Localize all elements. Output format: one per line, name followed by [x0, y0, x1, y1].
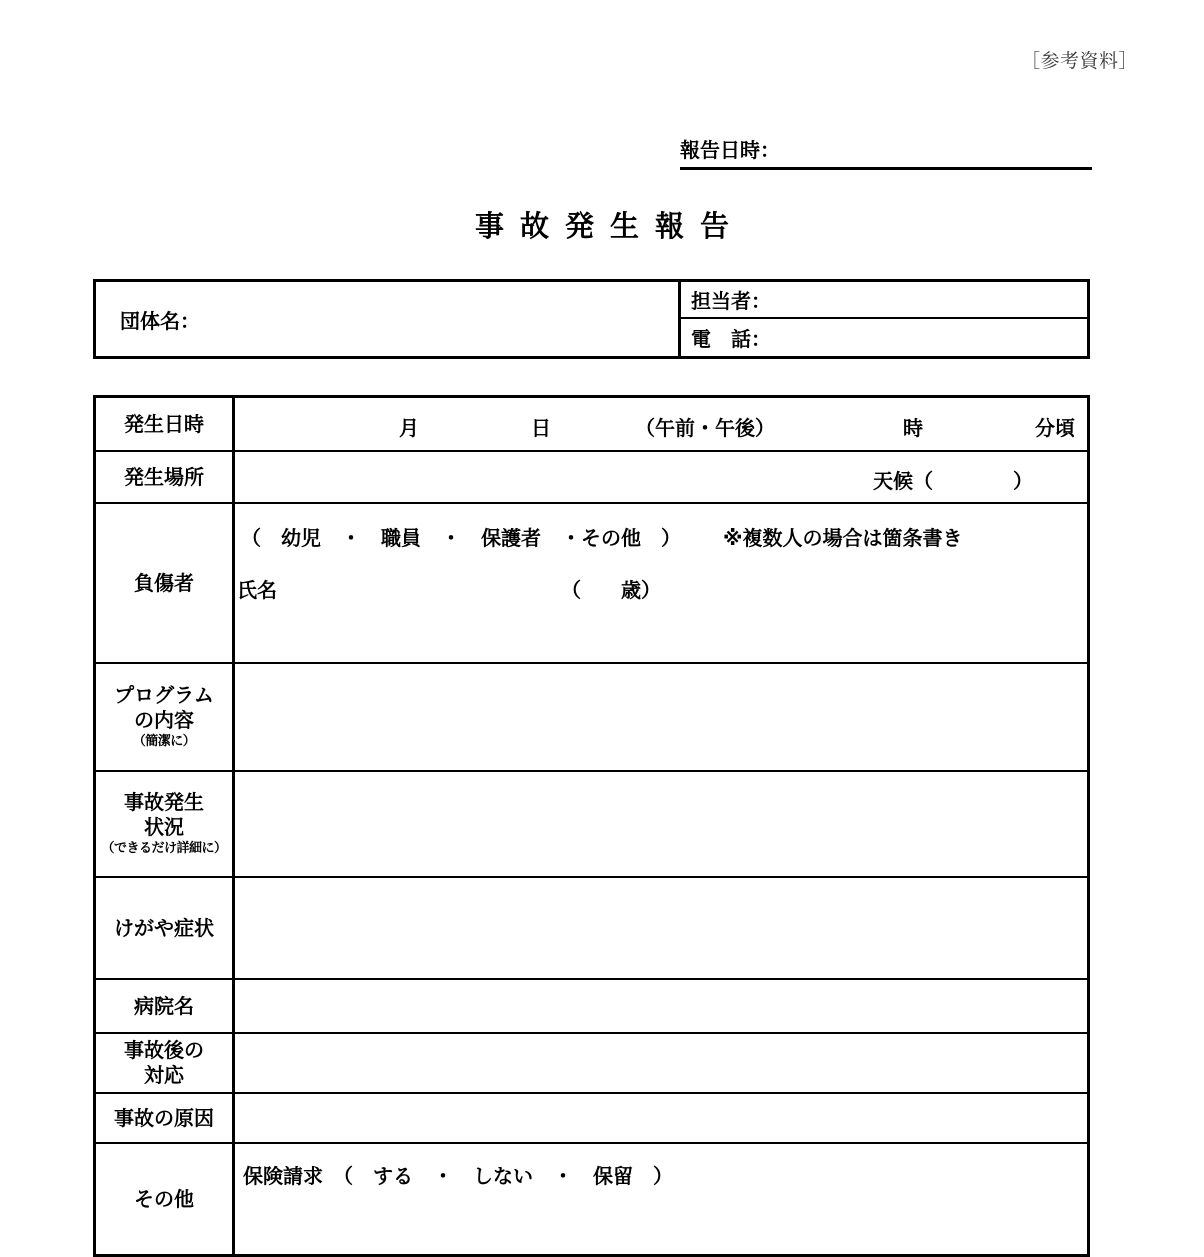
row-value-occurrence-datetime[interactable]	[234, 398, 1088, 451]
row-label-situation-sub: （できるだけ詳細に）	[101, 841, 227, 857]
minute-token: 分頃	[1035, 416, 1075, 440]
table-row	[96, 451, 1087, 503]
row-value-injury-symptoms[interactable]	[234, 877, 1088, 979]
contact-person-label: 担当者：	[691, 289, 771, 313]
row-label-occurrence-datetime: 発生日時	[96, 398, 234, 451]
report-datetime-field[interactable]	[680, 134, 1092, 170]
table-row	[96, 1143, 1087, 1254]
row-label-after-response-line2: 対応	[144, 1063, 184, 1087]
insurance-claim-token: 保険請求 （ する ・ しない ・ 保留 ）	[243, 1164, 673, 1188]
injured-name-token: 氏名	[237, 578, 277, 602]
table-row	[96, 1093, 1087, 1143]
organization-cell[interactable]	[96, 282, 681, 356]
table-row	[96, 1033, 1087, 1093]
row-label-situation-line1: 事故発生	[124, 790, 204, 815]
row-label-program-sub: （簡潔に）	[132, 734, 196, 750]
ampm-token: （午前・午後）	[635, 416, 775, 440]
table-row	[96, 398, 1087, 451]
header-box	[93, 279, 1090, 359]
table-row	[96, 877, 1087, 979]
row-label-hospital: 病院名	[96, 979, 234, 1033]
row-label-after-response	[96, 1033, 234, 1093]
row-label-other: その他	[96, 1143, 234, 1254]
row-value-after-response[interactable]	[234, 1033, 1088, 1093]
table-row	[96, 663, 1087, 771]
row-label-situation-line2: 状況	[144, 815, 184, 840]
day-token: 日	[531, 416, 551, 440]
hour-token: 時	[903, 416, 923, 440]
row-value-hospital[interactable]	[234, 979, 1088, 1033]
row-label-injured: 負傷者	[96, 503, 234, 663]
injured-category-token: （ 幼児 ・ 職員 ・ 保護者 ・その他 ）	[241, 526, 681, 550]
accident-report-table	[93, 395, 1090, 1257]
injured-note: ※複数人の場合は箇条書き	[723, 526, 963, 550]
row-label-cause: 事故の原因	[96, 1093, 234, 1143]
row-label-occurrence-place: 発生場所	[96, 451, 234, 503]
row-value-injured[interactable]	[234, 503, 1088, 663]
contact-cell	[681, 282, 1087, 356]
row-label-program-line2: の内容	[134, 708, 194, 733]
organization-label: 団体名：	[120, 308, 200, 333]
telephone-row[interactable]	[681, 319, 1087, 356]
report-datetime-label: 報告日時：	[680, 138, 780, 162]
row-label-program	[96, 663, 234, 771]
telephone-label: 電 話：	[691, 327, 771, 351]
weather-token: 天候（ ）	[873, 469, 1033, 493]
row-label-situation	[96, 771, 234, 877]
row-value-other[interactable]	[234, 1143, 1088, 1254]
reference-tag: ［参考資料］	[1020, 50, 1138, 72]
row-label-injury-symptoms: けがや症状	[96, 877, 234, 979]
row-label-after-response-line1: 事故後の	[124, 1038, 204, 1062]
table-row	[96, 771, 1087, 877]
row-label-program-line1: プログラム	[114, 683, 214, 708]
row-value-cause[interactable]	[234, 1093, 1088, 1143]
contact-person-row[interactable]	[681, 282, 1087, 319]
table-row	[96, 979, 1087, 1033]
row-value-occurrence-place[interactable]	[234, 451, 1088, 503]
row-value-program[interactable]	[234, 663, 1088, 771]
injured-age-token: （ 歳）	[561, 578, 661, 602]
table-row	[96, 503, 1087, 663]
page-title: 事故発生報告	[474, 209, 745, 243]
month-token: 月	[399, 416, 419, 440]
row-value-situation[interactable]	[234, 771, 1088, 877]
